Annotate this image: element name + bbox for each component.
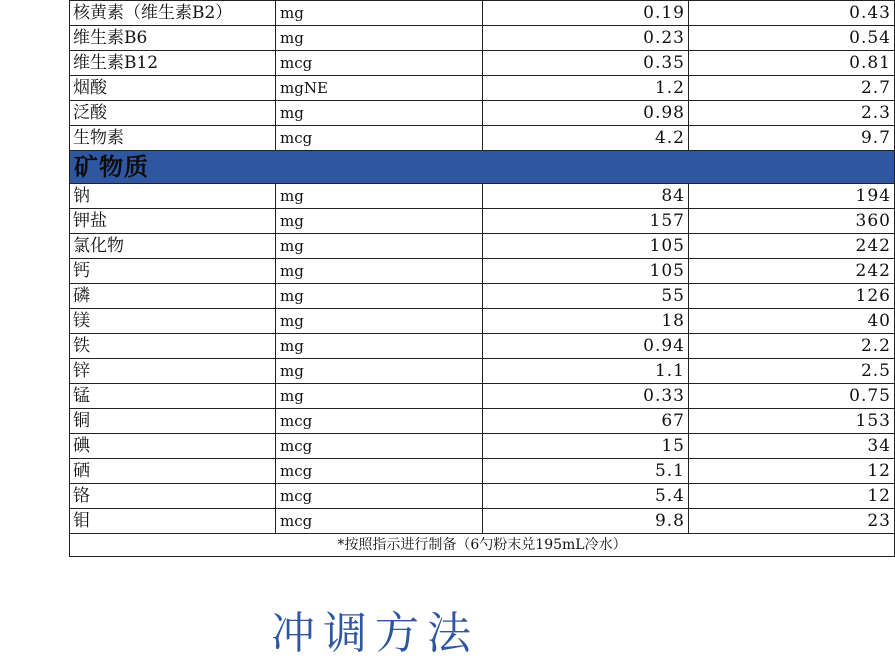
- value-per-100g: 12: [689, 484, 895, 509]
- value-per-serving: 4.2: [483, 126, 689, 151]
- nutrient-unit: mg: [276, 284, 483, 309]
- value-per-serving: 18: [483, 309, 689, 334]
- mineral-rows: [70, 184, 895, 534]
- footnote: *按照指示进行制备（6勺粉末兑195mL冷水）: [70, 534, 895, 557]
- nutrient-name: 锌: [70, 359, 276, 384]
- value-per-100g: 0.43: [689, 1, 895, 26]
- nutrient-name: 锰: [70, 384, 276, 409]
- nutrient-row: [70, 126, 895, 151]
- nutrient-row: [70, 309, 895, 334]
- value-per-100g: 0.75: [689, 384, 895, 409]
- nutrient-row: [70, 359, 895, 384]
- value-per-100g: 12: [689, 459, 895, 484]
- nutrient-name: 镁: [70, 309, 276, 334]
- value-per-serving: 0.33: [483, 384, 689, 409]
- value-per-100g: 2.7: [689, 76, 895, 101]
- value-per-serving: 9.8: [483, 509, 689, 534]
- value-per-serving: 0.94: [483, 334, 689, 359]
- value-per-serving: 157: [483, 209, 689, 234]
- nutrient-unit: mcg: [276, 51, 483, 76]
- nutrient-name: 铜: [70, 409, 276, 434]
- section-header-row: [70, 151, 895, 184]
- nutrient-row: [70, 234, 895, 259]
- mineral-section: [70, 151, 895, 184]
- nutrient-name: 氯化物: [70, 234, 276, 259]
- value-per-serving: 15: [483, 434, 689, 459]
- value-per-100g: 360: [689, 209, 895, 234]
- nutrient-unit: mg: [276, 1, 483, 26]
- nutrient-unit: mg: [276, 234, 483, 259]
- nutrient-unit: mg: [276, 26, 483, 51]
- nutrient-name: 钼: [70, 509, 276, 534]
- nutrient-row: [70, 459, 895, 484]
- nutrient-unit: mgNE: [276, 76, 483, 101]
- nutrient-row: [70, 26, 895, 51]
- nutrient-row: [70, 101, 895, 126]
- nutrient-name: 泛酸: [70, 101, 276, 126]
- value-per-100g: 153: [689, 409, 895, 434]
- nutrient-row: [70, 284, 895, 309]
- value-per-100g: 2.2: [689, 334, 895, 359]
- value-per-100g: 2.3: [689, 101, 895, 126]
- value-per-100g: 9.7: [689, 126, 895, 151]
- nutrient-name: 维生素B12: [70, 51, 276, 76]
- nutrient-unit: mg: [276, 359, 483, 384]
- value-per-serving: 5.4: [483, 484, 689, 509]
- nutrient-unit: mcg: [276, 509, 483, 534]
- nutrient-name: 核黄素（维生素B2）: [70, 1, 276, 26]
- nutrient-unit: mg: [276, 334, 483, 359]
- value-per-serving: 0.23: [483, 26, 689, 51]
- preparation-heading: 冲调方法: [271, 608, 479, 659]
- value-per-serving: 0.35: [483, 51, 689, 76]
- nutrient-unit: mcg: [276, 126, 483, 151]
- nutrient-row: [70, 334, 895, 359]
- value-per-100g: 194: [689, 184, 895, 209]
- nutrient-name: 维生素B6: [70, 26, 276, 51]
- nutrient-row: [70, 384, 895, 409]
- nutrient-name: 钙: [70, 259, 276, 284]
- nutrient-name: 硒: [70, 459, 276, 484]
- value-per-serving: 105: [483, 234, 689, 259]
- nutrition-table: [69, 0, 895, 557]
- nutrient-unit: mg: [276, 209, 483, 234]
- value-per-serving: 1.1: [483, 359, 689, 384]
- nutrient-unit: mg: [276, 259, 483, 284]
- value-per-serving: 5.1: [483, 459, 689, 484]
- nutrient-name: 铬: [70, 484, 276, 509]
- nutrient-row: [70, 509, 895, 534]
- nutrient-unit: mg: [276, 101, 483, 126]
- nutrient-row: [70, 434, 895, 459]
- footnote-row: [70, 534, 895, 557]
- nutrient-row: [70, 209, 895, 234]
- value-per-100g: 242: [689, 259, 895, 284]
- value-per-serving: 1.2: [483, 76, 689, 101]
- nutrient-unit: mcg: [276, 434, 483, 459]
- section-title: 矿物质: [70, 151, 895, 184]
- nutrient-unit: mcg: [276, 484, 483, 509]
- nutrient-name: 钾盐: [70, 209, 276, 234]
- nutrient-unit: mg: [276, 309, 483, 334]
- nutrient-row: [70, 51, 895, 76]
- vitamin-rows: [70, 1, 895, 151]
- value-per-serving: 67: [483, 409, 689, 434]
- nutrient-unit: mg: [276, 384, 483, 409]
- value-per-100g: 242: [689, 234, 895, 259]
- nutrient-row: [70, 259, 895, 284]
- nutrient-row: [70, 484, 895, 509]
- nutrient-name: 铁: [70, 334, 276, 359]
- value-per-100g: 40: [689, 309, 895, 334]
- value-per-100g: 23: [689, 509, 895, 534]
- nutrient-unit: mg: [276, 184, 483, 209]
- value-per-100g: 2.5: [689, 359, 895, 384]
- nutrient-name: 烟酸: [70, 76, 276, 101]
- nutrient-name: 碘: [70, 434, 276, 459]
- value-per-serving: 84: [483, 184, 689, 209]
- value-per-100g: 0.54: [689, 26, 895, 51]
- value-per-100g: 34: [689, 434, 895, 459]
- value-per-serving: 0.98: [483, 101, 689, 126]
- nutrient-row: [70, 184, 895, 209]
- nutrient-unit: mcg: [276, 409, 483, 434]
- value-per-100g: 126: [689, 284, 895, 309]
- nutrient-row: [70, 409, 895, 434]
- nutrient-row: [70, 1, 895, 26]
- value-per-serving: 0.19: [483, 1, 689, 26]
- nutrient-row: [70, 76, 895, 101]
- value-per-100g: 0.81: [689, 51, 895, 76]
- nutrient-name: 磷: [70, 284, 276, 309]
- nutrient-unit: mcg: [276, 459, 483, 484]
- value-per-serving: 55: [483, 284, 689, 309]
- nutrient-name: 生物素: [70, 126, 276, 151]
- nutrient-name: 钠: [70, 184, 276, 209]
- value-per-serving: 105: [483, 259, 689, 284]
